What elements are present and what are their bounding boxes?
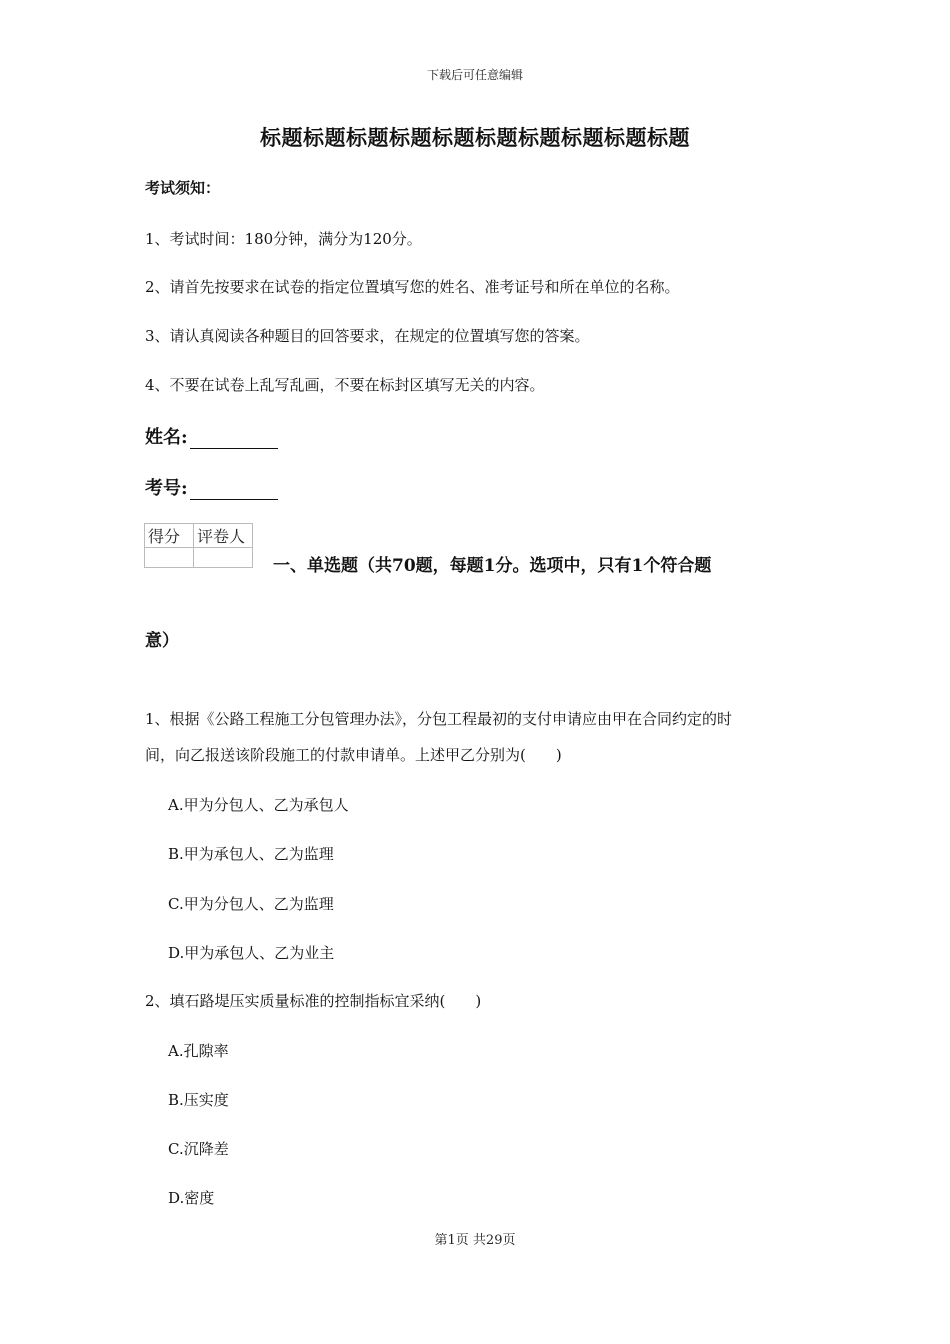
page-title: 标题标题标题标题标题标题标题标题标题标题 (260, 125, 690, 150)
notice-rule-4: 4、不要在试卷上乱写乱画，不要在标封区填写无关的内容。 (145, 376, 545, 394)
score-header-cell: 得分 (145, 524, 194, 548)
notice-heading: 考试须知： (145, 179, 221, 197)
notice-rule-1: 1、考试时间：180分钟，满分为120分。 (145, 230, 422, 248)
name-blank-line[interactable] (190, 430, 278, 449)
header-note: 下载后可任意编辑 (426, 68, 523, 82)
notice-rule-2: 2、请首先按要求在试卷的指定位置填写您的姓名、准考证号和所在单位的名称。 (145, 278, 680, 296)
name-label: 姓名: (145, 427, 188, 448)
question-1-option-a: A.甲为分包人、乙为承包人 (168, 796, 349, 814)
score-entry-cell[interactable] (145, 548, 194, 568)
score-table (144, 523, 253, 568)
question-2-option-b: B.压实度 (168, 1091, 229, 1109)
question-2-option-c: C.沉降差 (168, 1140, 229, 1158)
question-1-line2: 间，向乙报送该阶段施工的付款申请单。上述甲乙分别为( ) (145, 746, 562, 764)
question-2-option-d: D.密度 (168, 1189, 215, 1207)
question-1-option-b: B.甲为承包人、乙为监理 (168, 845, 334, 863)
section-heading-line2: 意） (145, 631, 179, 651)
score-table-header-row (145, 524, 253, 548)
grader-entry-cell[interactable] (194, 548, 253, 568)
id-label: 考号: (145, 478, 188, 499)
question-2-option-a: A.孔隙率 (168, 1042, 229, 1060)
id-field (145, 474, 278, 500)
question-1-line1: 1、根据《公路工程施工分包管理办法》，分包工程最初的支付申请应由甲在合同约定的时 (145, 710, 733, 728)
id-blank-line[interactable] (190, 481, 278, 500)
question-2-line1: 2、填石路堤压实质量标准的控制指标宜采纳( ) (145, 992, 482, 1010)
section-heading-line1: 一、单选题（共70题，每题1分。选项中，只有1个符合题 (273, 556, 712, 576)
grader-header-cell: 评卷人 (194, 524, 253, 548)
question-1-option-d: D.甲为承包人、乙为业主 (168, 944, 335, 962)
score-table-entry-row (145, 548, 253, 568)
page-number-footer: 第1页 共29页 (434, 1233, 516, 1248)
notice-rule-3: 3、请认真阅读各种题目的回答要求，在规定的位置填写您的答案。 (145, 327, 590, 345)
question-1-option-c: C.甲为分包人、乙为监理 (168, 895, 334, 913)
name-field (145, 423, 278, 449)
